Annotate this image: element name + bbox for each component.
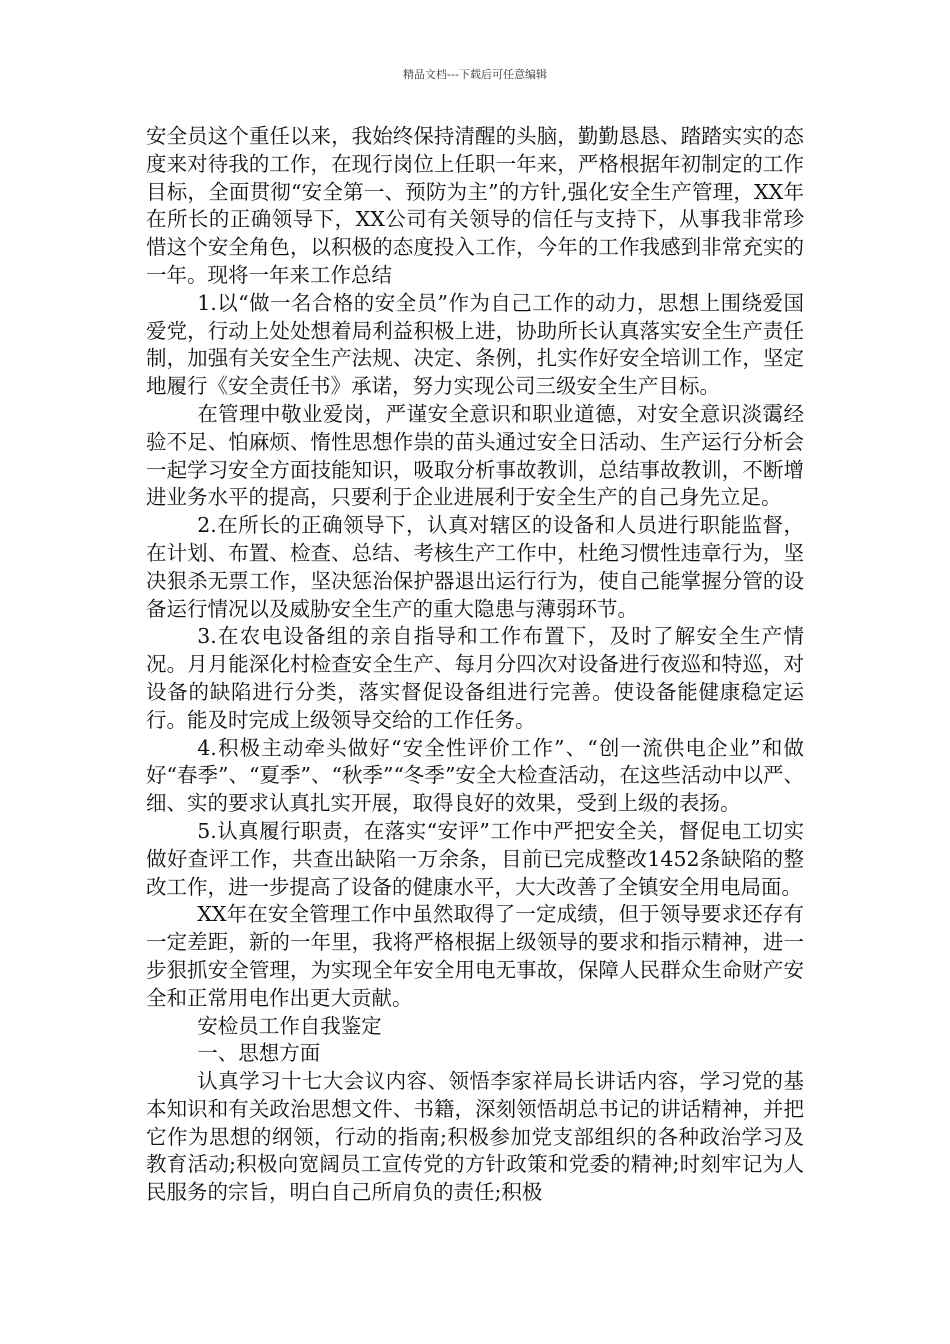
paragraph: XX年在安全管理工作中虽然取得了一定成绩，但于领导要求还存有一定差距，新的一年里，我将严格根据上级领导的要求和指示精神，进一步狠抓安全管理，为实现全年安全用电无事故，保障人民群众生命财产安全和正常用电作出更大贡献。 (146, 902, 804, 1010)
paragraph: 安全员这个重任以来，我始终保持清醒的头脑，勤勤恳恳、踏踏实实的态度来对待我的工作，在现行岗位上任职一年来，严格根据年初制定的工作目标，全面贯彻“安全第一、预防为主”的方针,强化安全生产管理，XX年在所长的正确领导下，XX公司有关领导的信任与支持下，从事我非常珍惜这个安全角色，以积极的态度投入工作，今年的工作我感到非常充实的一年。现将一年来工作总结 (146, 124, 804, 287)
paragraph: 认真学习十七大会议内容、领悟李家祥局长讲话内容，学习党的基本知识和有关政治思想文件、书籍，深刻领悟胡总书记的讲话精神，并把它作为思想的纲领，行动的指南;积极参加党支部组织的各种政治学习及教育活动;积极向宽阔员工宣传党的方针政策和党委的精神;时刻牢记为人民服务的宗旨，明白自己所肩负的责任;积极 (146, 1069, 804, 1205)
paragraph: 3.在农电设备组的亲自指导和工作布置下，及时了解安全生产情况。月月能深化村检查安全生产、每月分四次对设备进行夜巡和特巡，对设备的缺陷进行分类，落实督促设备组进行完善。使设备能健康稳定运行。能及时完成上级领导交给的工作任务。 (146, 624, 804, 732)
document-body (146, 123, 804, 1207)
page-header: 精品文档---下载后可任意编辑 (403, 68, 547, 81)
section-heading: 一、思想方面 (197, 1041, 321, 1066)
paragraph: 5.认真履行职责，在落实“安评”工作中严把安全关，督促电工切实做好查评工作，共查出缺陷一万余条，目前已完成整改1452条缺陷的整改工作，进一步提高了设备的健康水平，大大改善了全镇安全用电局面。 (146, 818, 804, 899)
paragraph: 4.积极主动牵头做好“安全性评价工作”、“创一流供电企业”和做好“春季”、“夏季”、“秋季”“冬季”安全大检查活动，在这些活动中以严、细、实的要求认真扎实开展，取得良好的效果，受到上级的表扬。 (146, 735, 804, 816)
paragraph: 2.在所长的正确领导下，认真对辖区的设备和人员进行职能监督，在计划、布置、检查、总结、考核生产工作中，杜绝习惯性违章行为，坚决狠杀无票工作，坚决惩治保护器退出运行行为，使自己能掌握分管的设备运行情况以及威胁安全生产的重大隐患与薄弱环节。 (146, 513, 804, 621)
paragraph: 1.以“做一名合格的安全员”作为自己工作的动力，思想上围绕爱国爱党，行动上处处想着局利益积极上进，协助所长认真落实安全生产责任制，加强有关安全生产法规、决定、条例，扎实作好安全培训工作，坚定地履行《安全责任书》承诺，努力实现公司三级安全生产目标。 (146, 290, 804, 399)
section-title: 安检员工作自我鉴定 (197, 1013, 382, 1038)
paragraph: 在管理中敬业爱岗，严谨安全意识和职业道德，对安全意识淡霭经验不足、怕麻烦、惰性思想作祟的苗头通过安全日活动、生产运行分析会一起学习安全方面技能知识，吸取分析事故教训，总结事故教训，不断增进业务水平的提高，只要利于企业进展利于安全生产的自己身先立足。 (146, 401, 804, 510)
